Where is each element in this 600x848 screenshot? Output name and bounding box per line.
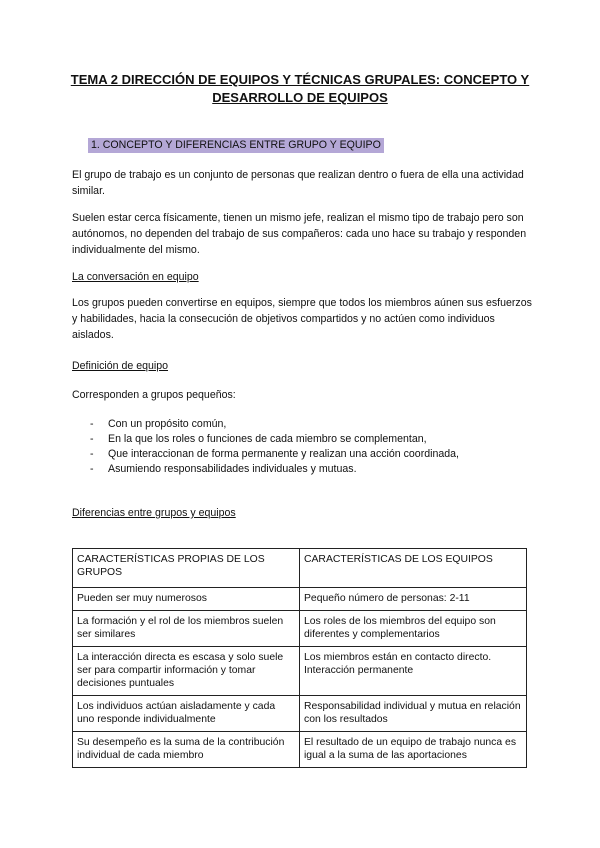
table-cell: Los individuos actúan aisladamente y cada uno responde individualmente <box>73 696 300 732</box>
list-item: - Asumiendo responsabilidades individuales y mutuas. <box>90 462 530 477</box>
table-cell: La interacción directa es escasa y solo suele ser para compartir información y tomar decisiones puntuales <box>73 647 300 696</box>
table-cell: Pueden ser muy numerosos <box>73 588 300 611</box>
table-row <box>73 611 527 647</box>
comparison-table <box>72 548 527 768</box>
table-header: CARACTERÍSTICAS PROPIAS DE LOS GRUPOS <box>73 549 300 588</box>
table-row <box>73 696 527 732</box>
table-row <box>73 588 527 611</box>
table-cell: Los roles de los miembros del equipo son diferentes y complementarios <box>300 611 527 647</box>
table-cell: Responsabilidad individual y mutua en relación con los resultados <box>300 696 527 732</box>
table-row <box>73 647 527 696</box>
table-cell: Su desempeño es la suma de la contribución individual de cada miembro <box>73 732 300 768</box>
paragraph: Los grupos pueden convertirse en equipos, siempre que todos los miembros aúnen sus esfuerzos y habilidades, hacia la consecución de objetivos compartidos y no actúen como individuos aislados. <box>72 297 532 341</box>
table-cell: El resultado de un equipo de trabajo nunca es igual a la suma de las aportaciones <box>300 732 527 768</box>
paragraph: Corresponden a grupos pequeños: <box>72 389 236 401</box>
subheading: La conversación en equipo <box>72 271 199 283</box>
document-title: TEMA 2 DIRECCIÓN DE EQUIPOS Y TÉCNICAS GRUPALES: CONCEPTO Y DESARROLLO DE EQUIPOS <box>70 72 530 105</box>
paragraph: El grupo de trabajo es un conjunto de personas que realizan dentro o fuera de ella una actividad similar. <box>72 169 524 197</box>
table-header: CARACTERÍSTICAS DE LOS EQUIPOS <box>300 549 527 588</box>
table-cell: La formación y el rol de los miembros suelen ser similares <box>73 611 300 647</box>
list-item: - En la que los roles o funciones de cada miembro se complementan, <box>90 432 530 447</box>
list-item: - Con un propósito común, <box>90 417 530 432</box>
table-row <box>73 732 527 768</box>
bullet-list <box>90 417 530 477</box>
subheading: Definición de equipo <box>72 360 169 372</box>
table-cell: Pequeño número de personas: 2-11 <box>300 588 527 611</box>
subheading: Diferencias entre grupos y equipos <box>72 507 236 519</box>
table-header-row <box>73 549 527 588</box>
list-item: - Que interaccionan de forma permanente y realizan una acción coordinada, <box>90 447 530 462</box>
table-cell: Los miembros están en contacto directo. Interacción permanente <box>300 647 527 696</box>
paragraph: Suelen estar cerca físicamente, tienen un mismo jefe, realizan el mismo tipo de trabajo pero son autónomos, no dependen del trabajo de sus compañeros: cada uno hace su trabajo y responden individualmente del mismo. <box>72 212 527 256</box>
section-heading: 1. CONCEPTO Y DIFERENCIAS ENTRE GRUPO Y EQUIPO <box>88 138 384 153</box>
